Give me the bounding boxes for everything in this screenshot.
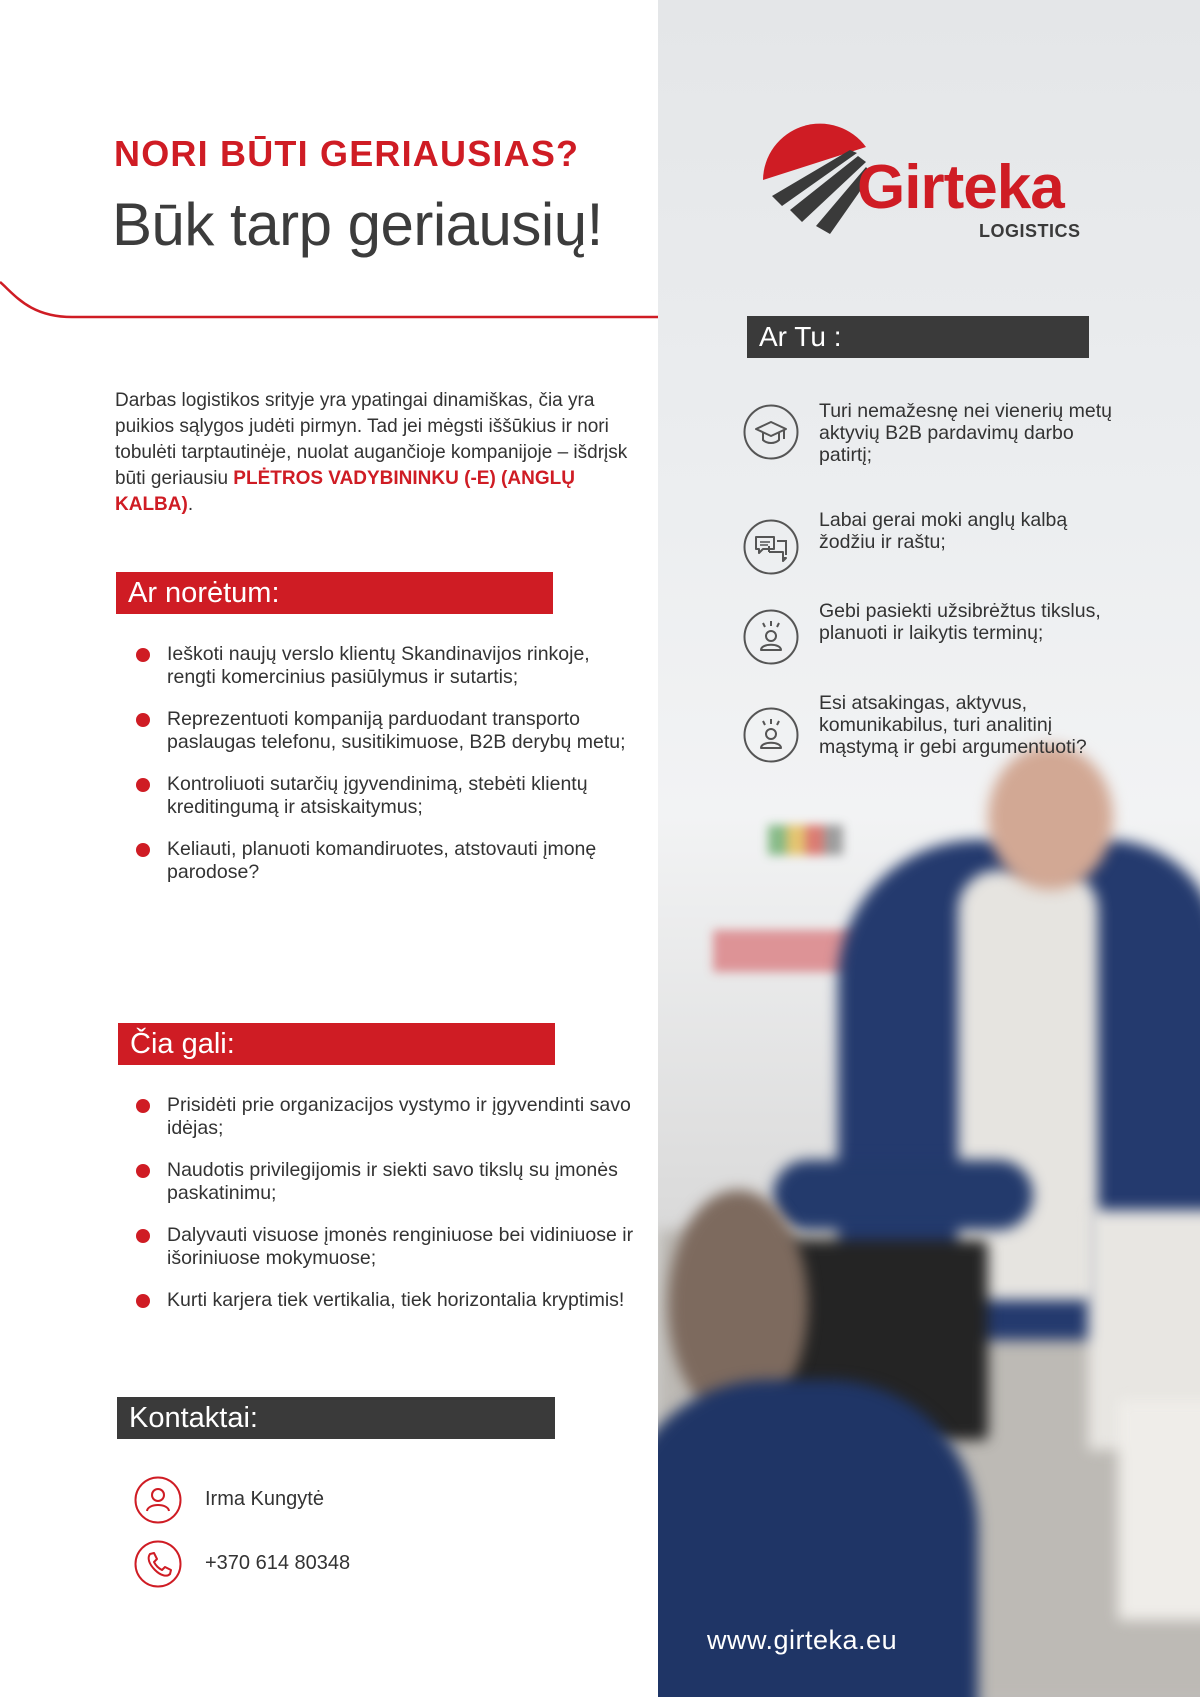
benefit-text: Kurti karjera tiek vertikalia, tiek horizontalia kryptimis! <box>167 1289 625 1311</box>
duty-text: Ieškoti naujų verslo klientų Skandinavijos rinkoje, rengti komercinius pasiūlymus ir sutartis; <box>167 643 590 688</box>
benefit-text: Prisidėti prie organizacijos vystymo ir įgyvendinti savo idėjas; <box>167 1094 631 1139</box>
benefit-text: Dalyvauti visuose įmonės renginiuose bei vidiniuose ir išoriniuose mokymuose; <box>167 1224 634 1269</box>
achiever-person-icon <box>742 608 800 666</box>
requirement-text: Gebi pasiekti užsibrėžtus tikslus, planuoti ir laikytis terminų; <box>819 600 1101 644</box>
bullet-dot <box>136 1099 150 1113</box>
requirement-text: Esi atsakingas, aktyvus, komunikabilus, turi analitinį mąstymą ir gebi argumentuoti? <box>819 692 1087 758</box>
list-item <box>136 1159 636 1204</box>
intro-end: . <box>187 494 194 515</box>
list-item <box>136 838 636 883</box>
duties-heading: Ar norėtum: <box>116 572 553 614</box>
duty-text: Keliauti, planuoti komandiruotes, atstovauti įmonę parodose? <box>167 838 597 883</box>
list-item <box>136 1289 636 1312</box>
list-item <box>136 1224 636 1269</box>
list-item <box>136 643 636 688</box>
headline-tagline: Būk tarp geriausių! <box>112 191 603 258</box>
contact-name: Irma Kungytė <box>205 1488 324 1510</box>
bullet-dot <box>136 648 150 662</box>
job-title: PLĖTROS VADYBININKU (-E) (ANGLŲ KALBA) <box>115 468 575 515</box>
man-arm-blur <box>773 1160 1033 1230</box>
duties-list <box>136 643 636 903</box>
requirement-text: Labai gerai moki anglų kalbą žodžiu ir raštu; <box>819 509 1068 553</box>
bullet-dot <box>136 713 150 727</box>
wall-sign-blur <box>768 825 843 855</box>
benefits-heading: Čia gali: <box>118 1023 555 1065</box>
hero-photo <box>658 0 1200 1697</box>
divider-curve <box>0 270 660 330</box>
logo-wordmark: Girteka <box>857 153 1064 222</box>
headline-question: NORI BŪTI GERIAUSIAS? <box>114 133 580 174</box>
duty-text: Kontroliuoti sutarčių įgyvendinimą, stebėti klientų kreditingumą ir atsiskaitymus; <box>167 773 588 818</box>
duty-text: Reprezentuoti kompaniją parduodant transporto paslaugas telefonu, susitikimuose, B2B derybų metu; <box>167 708 626 753</box>
bullet-dot <box>136 843 150 857</box>
benefits-list <box>136 1094 636 1332</box>
contacts-heading: Kontaktai: <box>117 1397 555 1439</box>
box-blur-2 <box>1118 1400 1200 1620</box>
intro-paragraph <box>115 388 635 518</box>
man-shirt-blur <box>958 870 1098 1300</box>
bullet-dot <box>136 1229 150 1243</box>
responsible-person-icon <box>742 706 800 764</box>
phone-icon <box>133 1539 183 1589</box>
list-item <box>136 1094 636 1139</box>
list-item <box>136 773 636 818</box>
graduation-cap-icon <box>742 403 800 461</box>
list-item <box>136 708 636 753</box>
requirements-heading: Ar Tu : <box>747 316 1089 358</box>
website-link[interactable]: www.girteka.eu <box>707 1625 898 1655</box>
benefit-text: Naudotis privilegijomis ir siekti savo tikslų su įmonės paskatinimu; <box>167 1159 618 1204</box>
requirement-text: Turi nemažesnę nei vienerių metų aktyvių B2B pardavimų darbo patirtį; <box>819 400 1113 466</box>
logo-subtitle: LOGISTICS <box>979 221 1081 241</box>
bullet-dot <box>136 1164 150 1178</box>
man-head-blur <box>988 745 1113 890</box>
person-icon <box>133 1475 183 1525</box>
chat-bubbles-icon <box>742 518 800 576</box>
bullet-dot <box>136 778 150 792</box>
intro-text: Darbas logistikos srityje yra ypatingai dinamiškas, čia yra puikios sąlygos judėti pirmyn. Tad jei mėgsti iššūkius ir nori tobulėti tarptautinėje, nuolat augančioje kompanijoje – išdrįsk būti geriausiu <box>115 390 628 489</box>
bullet-dot <box>136 1294 150 1308</box>
contact-phone: +370 614 80348 <box>205 1552 351 1574</box>
